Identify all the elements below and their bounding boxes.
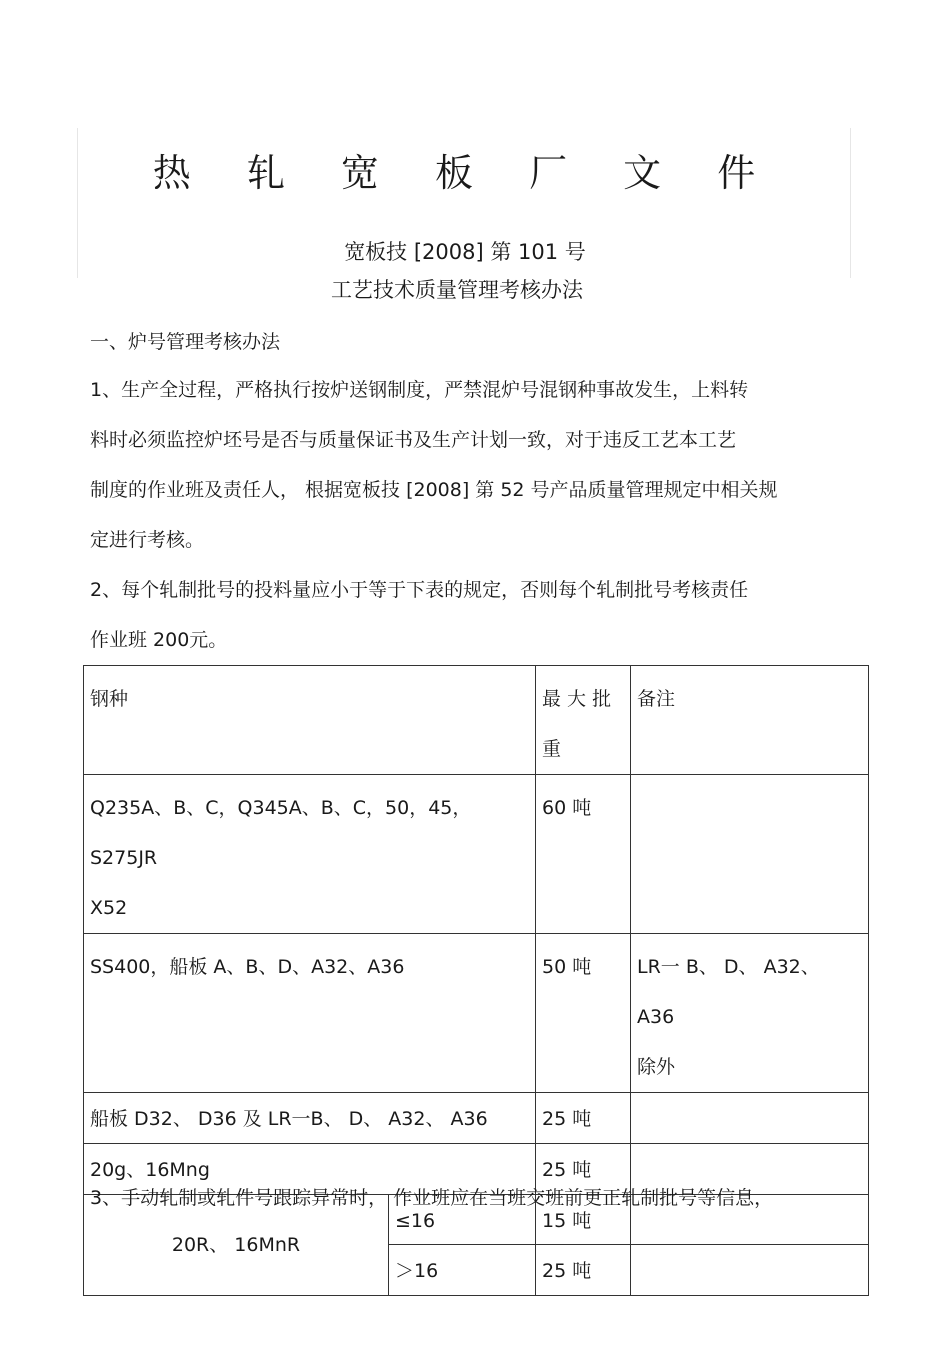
steel-line: X52 [90, 897, 128, 919]
table-row [84, 775, 869, 934]
item-1-line: 1、生产全过程，严格执行按炉送钢制度，严禁混炉号混钢种事故发生，上料转 [90, 379, 749, 401]
document-number: 宽板技 [2008] 第 101 号 [344, 240, 586, 264]
item-2-line: 2、每个轧制批号的投料量应小于等于下表的规定，否则每个轧制批号考核责任 [90, 579, 749, 601]
document-subtitle: 工艺技术质量管理考核办法 [331, 278, 583, 302]
remark-cell [631, 775, 869, 934]
weight-cell: 15 吨 [536, 1195, 631, 1245]
steel-line: Q235A、B、C，Q345A、B、C，50，45，S275JR [90, 797, 472, 869]
item-2-line: 作业班 200元。 [90, 629, 228, 651]
table-header-row [84, 666, 869, 775]
steel-cell-merged: 20R、 16MnR [84, 1195, 389, 1296]
remark-cell [631, 1245, 869, 1296]
weight-cell: 60 吨 [536, 775, 631, 934]
weight-cell: 25 吨 [536, 1245, 631, 1296]
remark-cell [631, 1093, 869, 1144]
item-1-line: 定进行考核。 [90, 529, 205, 551]
thickness-cell: ≤16 [389, 1195, 536, 1245]
item-1-line: 料时必须监控炉坯号是否与质量保证书及生产计划一致，对于违反工艺本工艺 [90, 429, 737, 451]
table-row [84, 1093, 869, 1144]
weight-cell: 50 吨 [536, 934, 631, 1093]
header-remark: 备注 [631, 666, 869, 775]
steel-cell [84, 775, 536, 934]
thickness-cell: ＞16 [389, 1245, 536, 1296]
header-max-weight-line: 重 [542, 738, 562, 760]
header-max-weight [536, 666, 631, 775]
item-2-paragraph [90, 565, 850, 665]
header-max-weight-line: 最 大 批 [542, 688, 612, 710]
item-1-paragraph [90, 365, 850, 565]
weight-cell: 25 吨 [536, 1144, 631, 1195]
item-1-line: 制度的作业班及责任人， 根据宽板技 [2008] 第 52 号产品质量管理规定中相关规 [90, 479, 778, 501]
remark-line: 除外 [637, 1056, 676, 1078]
table-row [84, 934, 869, 1093]
weight-cell: 25 吨 [536, 1093, 631, 1144]
section-heading: 一、炉号管理考核办法 [90, 331, 281, 353]
header-steel: 钢种 [84, 666, 536, 775]
remark-cell [631, 934, 869, 1093]
steel-cell: 船板 D32、 D36 及 LR一B、 D、 A32、 A36 [84, 1093, 536, 1144]
document-title: 热 轧 宽 板 厂 文 件 [152, 151, 778, 195]
item-3-line: 3、手动轧制或轧件号跟踪异常时， 作业班应在当班交班前更正轧制批号等信息， [90, 1187, 774, 1209]
steel-cell: 20g、16Mng [84, 1144, 536, 1195]
steel-cell: SS400，船板 A、B、D、A32、A36 [84, 934, 536, 1093]
remark-line: LR一 B、 D、 A32、 A36 [637, 956, 820, 1028]
